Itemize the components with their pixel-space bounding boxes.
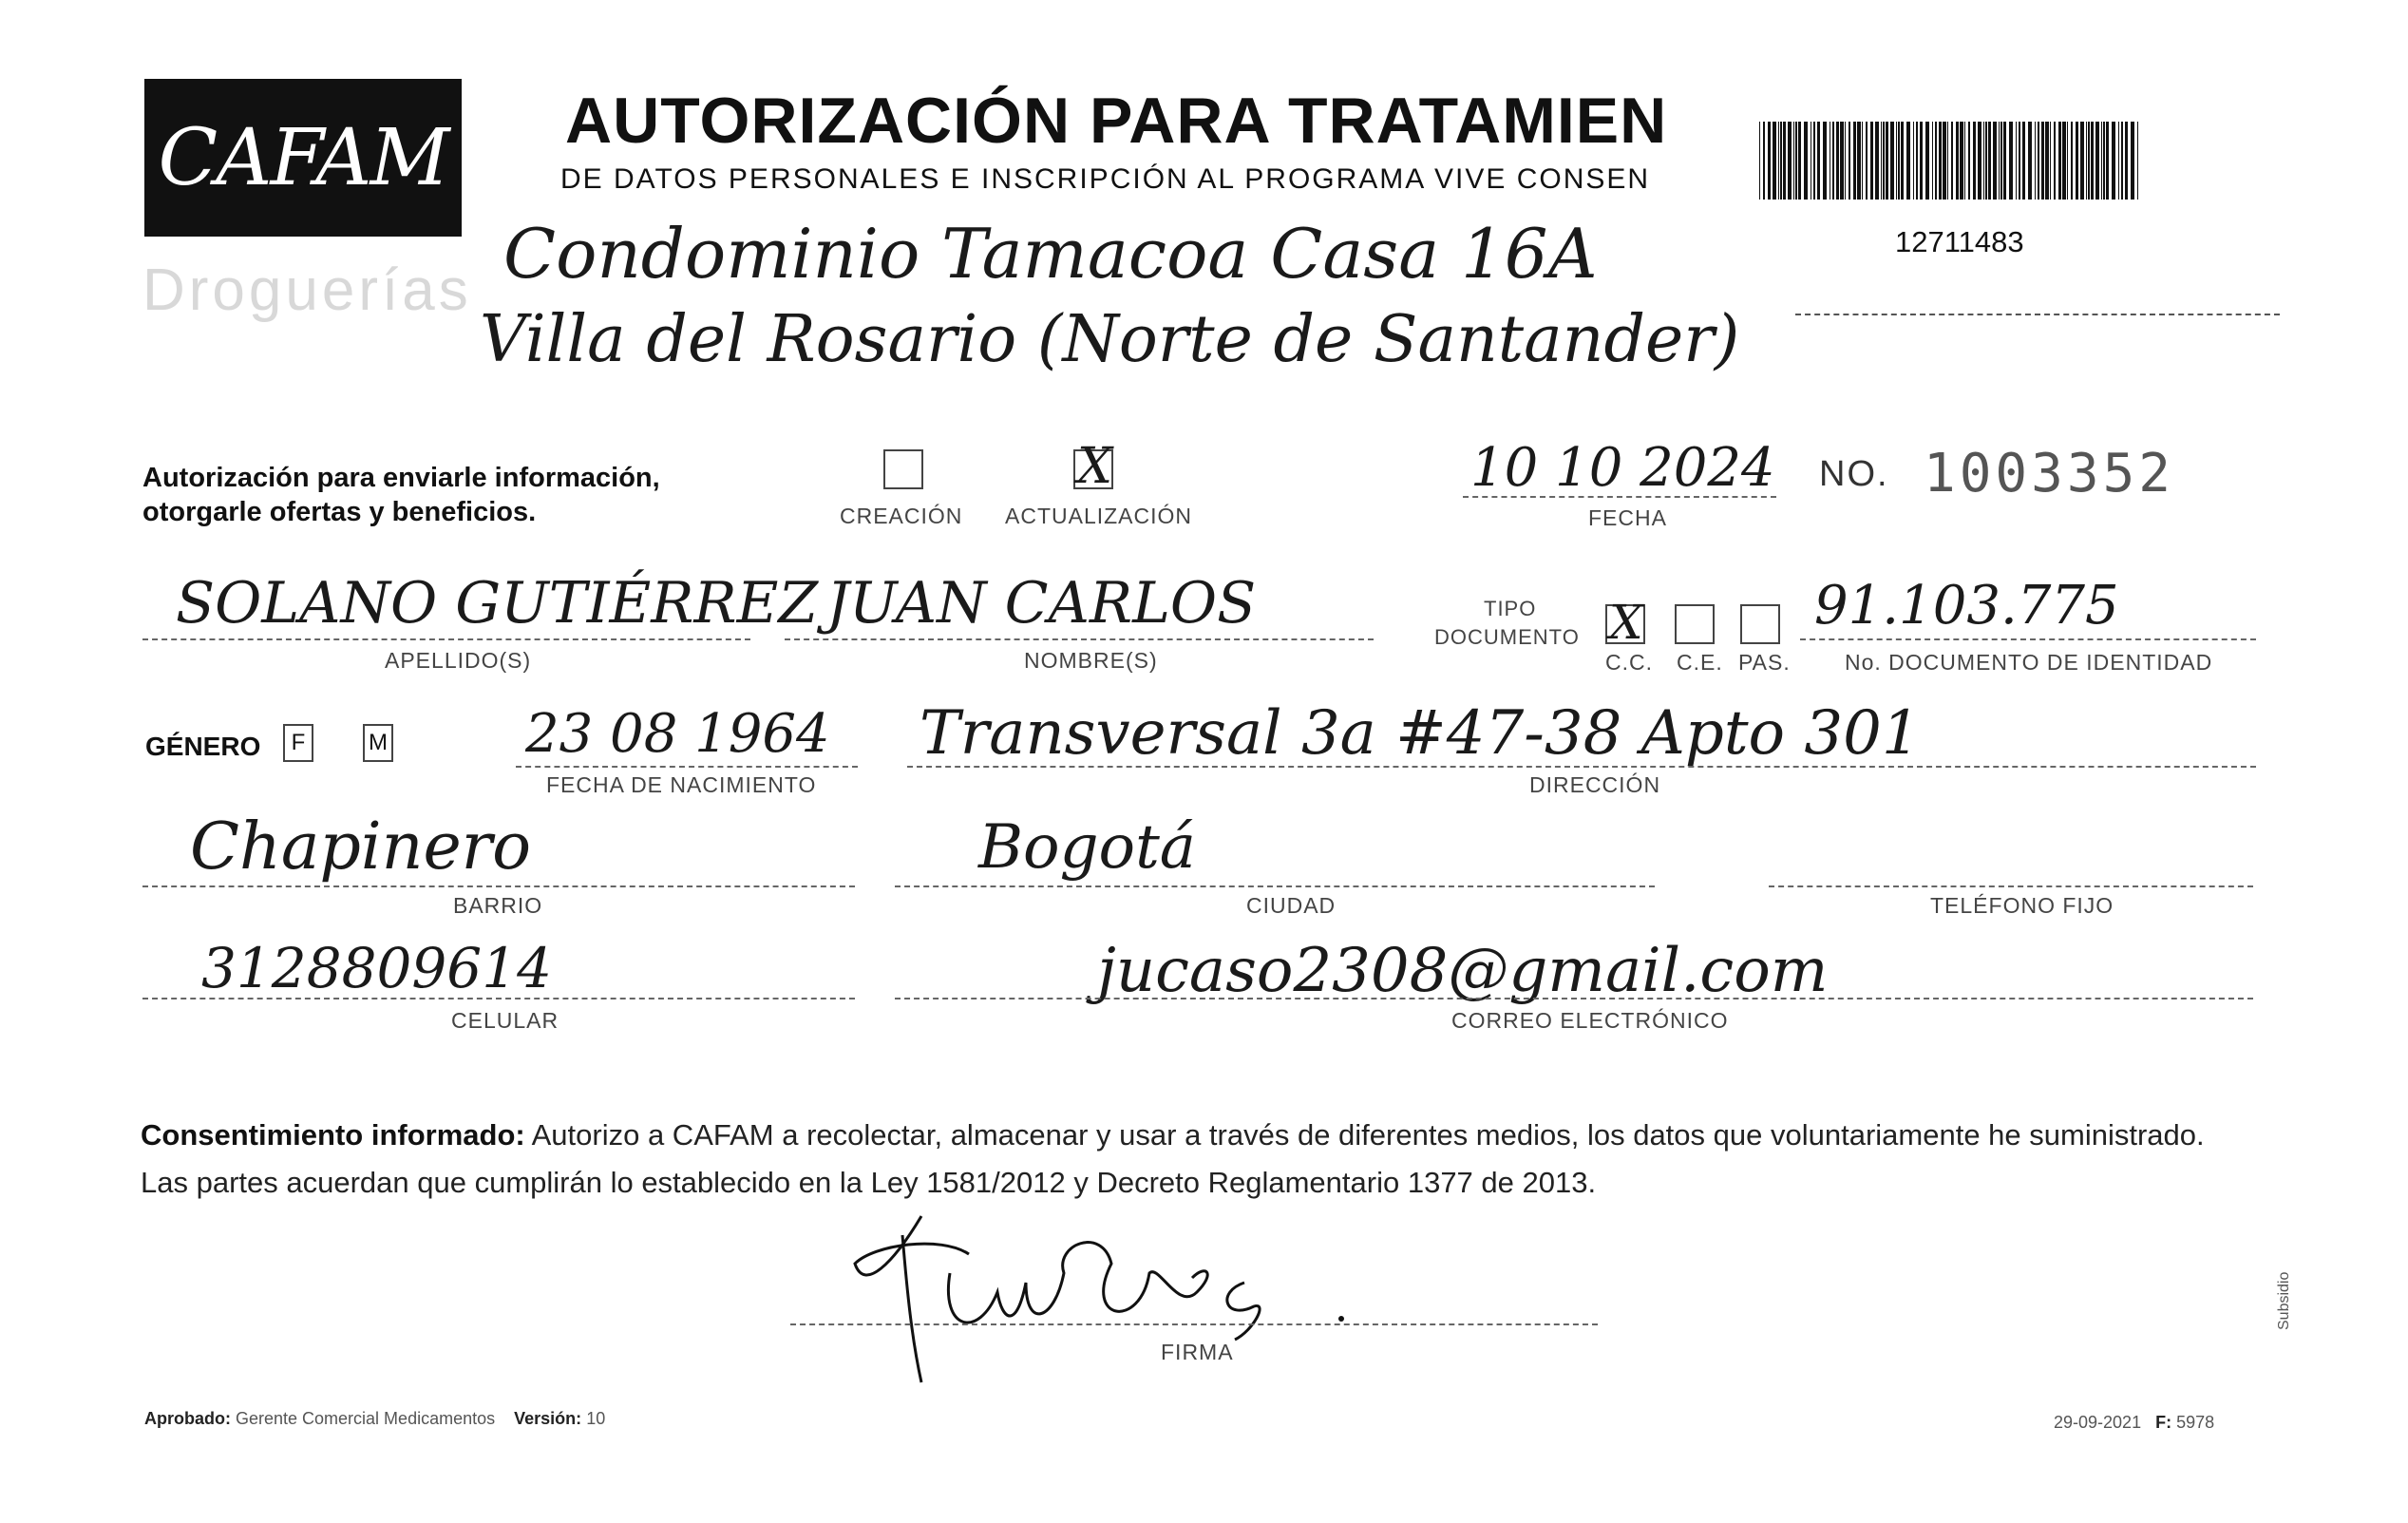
direccion-value: Transversal 3a #47-38 Apto 301 — [920, 698, 1921, 769]
correo-label: CORREO ELECTRÓNICO — [1451, 1008, 1729, 1033]
address-line-1: Condominio Tamacoa Casa 16A — [503, 214, 1598, 294]
barcode-bar — [2045, 122, 2049, 200]
barcode-bar — [1898, 122, 1900, 200]
ce-checkbox[interactable] — [1675, 604, 1715, 644]
ciudad-value: Bogotá — [978, 812, 1196, 883]
barcode-bar — [1778, 122, 1779, 200]
barcode-bar — [1840, 122, 1844, 200]
barcode-bar — [2050, 122, 2051, 200]
barcode-bar — [2125, 122, 2128, 200]
fecha-line — [1463, 496, 1776, 498]
nombres-label: NOMBRE(S) — [1024, 648, 1158, 673]
telefono-label: TELÉFONO FIJO — [1930, 893, 2114, 918]
authorization-text-2: otorgarle ofertas y beneficios. — [142, 497, 537, 527]
barcode-bar — [1939, 122, 1942, 200]
consent-text-1: Autorizo a CAFAM a recolectar, almacenar y usar a través de diferentes medios, los datos que voluntariamente he suministrado. — [524, 1118, 2205, 1152]
barcode-bar — [1993, 122, 1997, 200]
address-line-2: Villa del Rosario (Norte de Santander) — [480, 302, 1740, 377]
barcode-bar — [1857, 122, 1861, 200]
creacion-checkbox[interactable] — [883, 449, 923, 489]
barcode-bar — [1763, 122, 1765, 200]
authorization-text-1: Autorización para enviarle información, — [142, 463, 660, 493]
barcode-bar — [1935, 122, 1937, 200]
consent-line-1 — [141, 1112, 2268, 1159]
barcode-bar — [2131, 122, 2134, 200]
barrio-value: Chapinero — [190, 809, 532, 885]
signature-line — [790, 1323, 1598, 1325]
barcode-bar — [2095, 122, 2099, 200]
form-subtitle: DE DATOS PERSONALES E INSCRIPCIÓN AL PROGRAMA VIVE CONSEN — [560, 163, 1651, 195]
doc-line — [1800, 638, 2256, 640]
direccion-label: DIRECCIÓN — [1529, 772, 1661, 797]
ciudad-line — [895, 885, 1655, 887]
barcode-number: 12711483 — [1895, 225, 2024, 258]
nombres-value: JUAN CARLOS — [826, 570, 1257, 637]
version-label: Versión: — [514, 1409, 582, 1428]
barcode-bar — [1886, 122, 1888, 200]
nombres-line — [785, 638, 1374, 640]
barcode-bar — [2022, 122, 2025, 200]
barcode-bar — [2062, 122, 2066, 200]
barcode-bar — [1920, 122, 1923, 200]
barcode-bar — [2058, 122, 2061, 200]
barcode-bar — [2088, 122, 2090, 200]
tipo-label-2: DOCUMENTO — [1434, 625, 1580, 649]
barcode-bar — [1870, 122, 1873, 200]
barcode-bar — [1964, 122, 1965, 200]
barcode-bar — [2019, 122, 2020, 200]
actualizacion-mark: X — [1077, 438, 1113, 495]
barcode-bar — [1783, 122, 1786, 200]
barcode-bar — [2121, 122, 2123, 200]
cc-mark: X — [1609, 595, 1643, 650]
barcode-bar — [1890, 122, 1894, 200]
actualizacion-checkbox[interactable] — [1073, 438, 1113, 495]
actualizacion-label: ACTUALIZACIÓN — [1005, 504, 1193, 528]
barcode-bar — [2035, 122, 2036, 200]
barcode-bar — [2003, 122, 2006, 200]
barcode-bar — [1862, 122, 1863, 200]
barcode-bar — [2091, 122, 2094, 200]
birth-line — [516, 766, 858, 768]
form-label: F: — [2155, 1413, 2172, 1432]
barcode-bar — [1978, 122, 1981, 200]
barcode-bar — [1817, 122, 1820, 200]
barcode-bar — [1983, 122, 1984, 200]
barcode-bar — [1968, 122, 1970, 200]
birth-value: 23 08 1964 — [525, 703, 830, 765]
barcode-bar — [1788, 122, 1792, 200]
apellidos-label: APELLIDO(S) — [385, 648, 532, 673]
barcode-bar — [1999, 122, 2000, 200]
barcode-bar — [1916, 122, 1918, 200]
barcode-bar — [1759, 122, 1760, 200]
logo-subtitle: Droguerías — [142, 257, 472, 323]
fecha-value: 10 10 2024 — [1470, 437, 1775, 499]
apellidos-line — [142, 638, 750, 640]
barcode-bar — [1951, 122, 1953, 200]
consent-line-2: Las partes acuerdan que cumplirán lo establecido en la Ley 1581/2012 y Decreto Reglamentario 1377 de 2013. — [141, 1166, 1597, 1199]
barcode-bar — [2101, 122, 2102, 200]
tipo-label-1: TIPO — [1484, 597, 1537, 620]
barcode-bar — [2076, 122, 2078, 200]
barcode-bar — [1960, 122, 1963, 200]
side-text: Subsidio — [2276, 1271, 2292, 1330]
consent-paragraph — [141, 1112, 2268, 1207]
barcode — [1759, 122, 2144, 200]
barcode-bar — [1845, 122, 1846, 200]
barcode-bar — [2067, 122, 2068, 200]
barcode-bar — [1943, 122, 1946, 200]
direccion-line — [907, 766, 2256, 768]
cc-checkbox[interactable] — [1605, 595, 1645, 650]
barrio-label: BARRIO — [453, 893, 543, 918]
barcode-bar — [2118, 122, 2119, 200]
celular-line — [142, 998, 855, 999]
genero-label: GÉNERO — [145, 732, 261, 761]
barcode-bar — [1804, 122, 1808, 200]
barcode-bar — [1985, 122, 1987, 200]
barcode-bar — [2041, 122, 2044, 200]
barcode-bar — [1853, 122, 1856, 200]
barcode-bar — [2137, 122, 2138, 200]
barcode-bar — [1875, 122, 1879, 200]
form-title: AUTORIZACIÓN PARA TRATAMIEN — [565, 85, 1668, 157]
form-value: 5978 — [2176, 1413, 2215, 1432]
barcode-bar — [1973, 122, 1976, 200]
pas-checkbox[interactable] — [1740, 604, 1780, 644]
creacion-label: CREACIÓN — [840, 504, 963, 528]
barcode-bar — [2054, 122, 2056, 200]
barcode-bar — [1901, 122, 1904, 200]
barcode-bar — [1925, 122, 1929, 200]
apellidos-value: SOLANO GUTIÉRREZ — [176, 570, 819, 637]
signature-image — [836, 1207, 1368, 1387]
m-checkbox[interactable]: M — [363, 724, 393, 762]
barcode-bar — [1883, 122, 1885, 200]
barcode-bar — [1780, 122, 1782, 200]
barcode-bar — [2016, 122, 2017, 200]
barcode-bar — [2106, 122, 2109, 200]
barcode-bar — [1768, 122, 1771, 200]
barcode-bar — [1906, 122, 1910, 200]
barcode-bar — [2038, 122, 2039, 200]
cafam-logo — [144, 79, 462, 237]
correo-line — [895, 998, 2253, 999]
telefono-line — [1769, 885, 2253, 887]
aprobado-label: Aprobado: — [144, 1409, 231, 1428]
footer-approved — [144, 1409, 605, 1429]
barcode-bar — [2028, 122, 2032, 200]
barcode-bar — [2086, 122, 2087, 200]
barcode-bar — [1832, 122, 1834, 200]
celular-label: CELULAR — [451, 1008, 559, 1033]
barcode-bar — [1881, 122, 1882, 200]
address-underline — [1795, 314, 2280, 315]
fecha-label: FECHA — [1588, 505, 1667, 530]
cc-label: C.C. — [1605, 650, 1653, 675]
barcode-bar — [2112, 122, 2115, 200]
barrio-line — [142, 885, 855, 887]
barcode-bar — [1823, 122, 1827, 200]
barcode-bar — [2080, 122, 2084, 200]
aprobado-value: Gerente Comercial Medicamentos — [236, 1409, 496, 1428]
barcode-bar — [2103, 122, 2105, 200]
version-value: 10 — [586, 1409, 606, 1428]
barcode-bar — [1849, 122, 1850, 200]
celular-value: 3128809614 — [201, 936, 553, 1000]
consent-bold: Consentimiento informado: — [141, 1118, 525, 1152]
barcode-bar — [1813, 122, 1815, 200]
barcode-bar — [2000, 122, 2002, 200]
barcode-bar — [1947, 122, 1948, 200]
footer-date: 29-09-2021 — [2054, 1413, 2142, 1432]
barcode-bar — [1988, 122, 1991, 200]
barcode-bar — [2071, 122, 2073, 200]
barcode-bar — [1896, 122, 1897, 200]
barcode-bar — [2009, 122, 2013, 200]
barcode-bar — [1795, 122, 1797, 200]
ciudad-label: CIUDAD — [1246, 893, 1337, 918]
barcode-bar — [1913, 122, 1914, 200]
no-value: 1003352 — [1924, 443, 2175, 504]
f-checkbox[interactable]: F — [283, 724, 313, 762]
barcode-bar — [1932, 122, 1933, 200]
barcode-bar — [1956, 122, 1959, 200]
doc-value: 91.103.775 — [1814, 575, 2119, 637]
barcode-bar — [1836, 122, 1839, 200]
barcode-bar — [1798, 122, 1801, 200]
no-label: NO. — [1819, 454, 1889, 494]
logo-text: CAFAM — [158, 112, 448, 203]
barcode-bar — [1773, 122, 1776, 200]
birth-label: FECHA DE NACIMIENTO — [546, 772, 817, 797]
pas-label: PAS. — [1738, 650, 1791, 675]
barcode-bar — [1866, 122, 1868, 200]
ce-label: C.E. — [1677, 650, 1723, 675]
doc-label: No. DOCUMENTO DE IDENTIDAD — [1845, 650, 2213, 675]
firma-label: FIRMA — [1161, 1340, 1234, 1364]
footer-form — [2054, 1413, 2214, 1433]
correo-value: jucaso2308@gmail.com — [1097, 936, 1829, 1006]
barcode-bar — [1793, 122, 1794, 200]
